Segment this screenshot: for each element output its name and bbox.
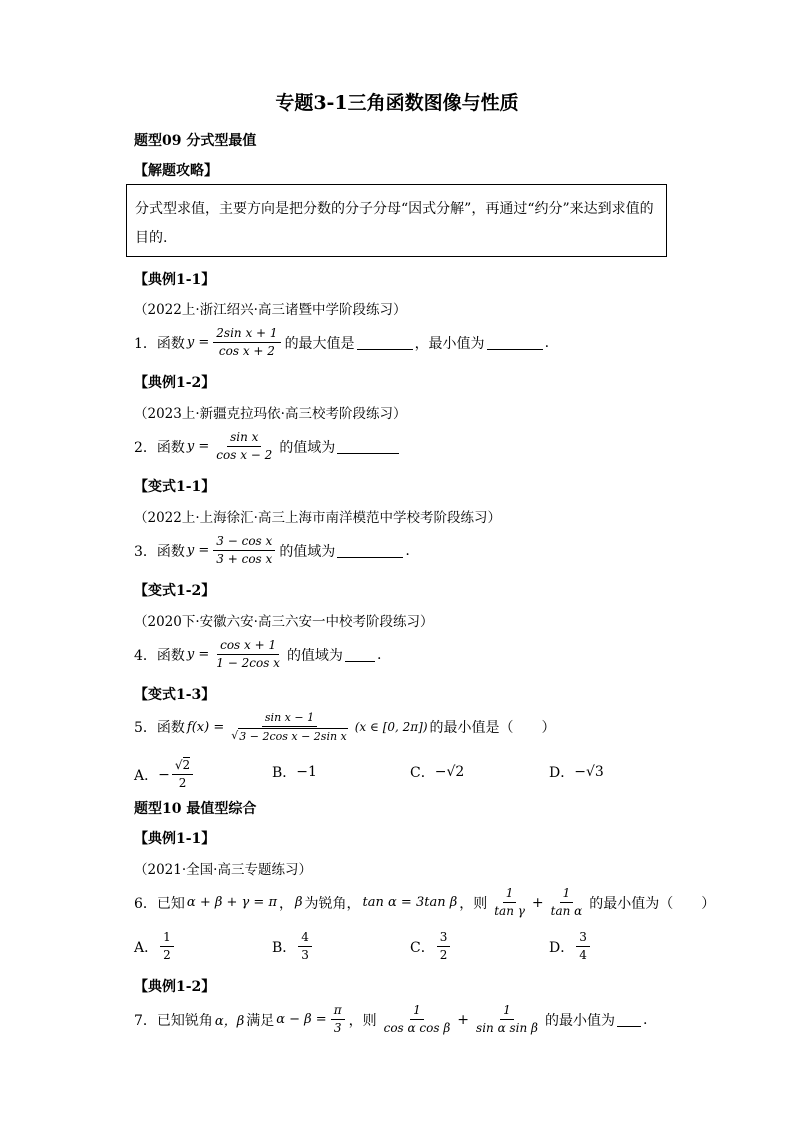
fraction-numerator: 3 <box>437 930 451 947</box>
question-text: 为锐角， <box>304 895 361 912</box>
fraction-numerator: cos x + 1 <box>217 638 279 655</box>
question-6 <box>134 886 715 919</box>
option-fraction <box>172 758 193 791</box>
option-a[interactable] <box>134 758 195 791</box>
answer-blank[interactable] <box>617 1012 641 1027</box>
answer-blank[interactable] <box>337 543 403 558</box>
fraction <box>491 886 528 919</box>
math-lhs: y = <box>186 335 210 350</box>
question-number: 5．函数 <box>134 720 185 736</box>
answer-blank[interactable] <box>487 335 543 350</box>
fraction-denominator: sin α sin β <box>476 1021 538 1035</box>
minus-sign: − <box>158 766 170 783</box>
fraction <box>213 326 280 359</box>
option-label: C． <box>410 939 435 956</box>
option-fraction <box>437 930 451 963</box>
fraction <box>213 534 275 567</box>
fraction-denominator: 2 <box>439 948 448 962</box>
question-number: 6．已知 <box>134 895 185 912</box>
fraction-denominator: 3 <box>301 948 309 962</box>
question-number: 2．函数 <box>134 439 185 456</box>
question-text: 的值域为 <box>286 647 343 664</box>
fraction-numerator: 3 − cos x <box>213 534 275 551</box>
option-c[interactable] <box>410 930 452 963</box>
question-text: 的最小值为 <box>544 1012 615 1029</box>
fraction-denominator: tan γ <box>494 904 525 918</box>
section-heading-10: 题型10 最值型综合 <box>134 801 257 817</box>
fraction <box>213 430 275 463</box>
option-label: D． <box>549 765 575 781</box>
math-condition: α − β = <box>276 1012 327 1027</box>
question-text: 的最小值是（ ） <box>429 720 556 736</box>
question-source-3: （2022上·上海徐汇·高三上海市南洋模范中学校考阶段练习） <box>134 510 501 526</box>
tips-heading: 【解题攻略】 <box>134 163 218 179</box>
option-label: D． <box>549 939 575 956</box>
fraction-denominator: 2 <box>163 948 171 962</box>
question-source-1: （2022上·浙江绍兴·高三诸暨中学阶段练习） <box>134 302 407 318</box>
option-fraction <box>160 930 174 963</box>
answer-blank[interactable] <box>345 647 375 662</box>
tips-box <box>126 184 667 257</box>
question-end: . <box>405 542 410 559</box>
example-tag-5: 【变式1-3】 <box>134 687 216 703</box>
option-fraction <box>576 930 590 963</box>
option-c[interactable] <box>410 762 464 782</box>
question-source-4: （2020下·安徽六安·高三六安一中校考阶段练习） <box>134 614 434 630</box>
fraction-denominator: cos x + 2 <box>218 344 275 358</box>
option-d[interactable] <box>549 930 592 963</box>
answer-blank[interactable] <box>357 335 413 350</box>
option-b[interactable] <box>272 930 314 963</box>
question-text: ，则 <box>348 1012 377 1029</box>
plus-sign: + <box>531 894 544 911</box>
option-value: −√2 <box>434 764 465 780</box>
fraction <box>213 638 283 671</box>
example-tag-1: 【典例1-1】 <box>134 272 216 288</box>
math-vars: α，β <box>214 1014 245 1029</box>
plus-sign: + <box>457 1011 470 1028</box>
fraction-numerator: 3 <box>576 930 590 947</box>
domain: (x ∈ [0, 2π]) <box>354 720 428 734</box>
question-end: . <box>544 334 550 351</box>
math-lhs: y = <box>186 439 210 454</box>
fraction-numerator: π <box>331 1003 345 1020</box>
math-lhs: y = <box>186 647 210 662</box>
question-text: 的最大值是 <box>284 335 355 352</box>
fraction-denominator: tan α <box>550 904 583 918</box>
option-value: −1 <box>296 764 317 780</box>
question-number: 3．函数 <box>134 543 185 560</box>
example-tag-2: 【典例1-2】 <box>134 375 216 391</box>
option-d[interactable] <box>549 762 604 782</box>
sqrt-radicand: 3 − 2cos x − 2sin x <box>239 730 347 743</box>
question-end: . <box>642 1011 648 1028</box>
fraction-numerator: 4 <box>298 930 312 947</box>
option-label: A． <box>134 767 159 784</box>
option-fraction <box>298 930 312 963</box>
math-beta: β <box>295 895 303 910</box>
example-tag-7: 【典例1-2】 <box>134 979 216 995</box>
question-text: 满足 <box>246 1012 275 1029</box>
question-4 <box>134 638 381 671</box>
fraction-numerator: sin x − 1 <box>262 710 317 727</box>
tips-text: 分式型求值，主要方向是把分数的分子分母“因式分解”，再通过“约分”来达到求值的目的. <box>135 201 654 246</box>
question-number: 4．函数 <box>134 647 185 664</box>
fraction-numerator: 1 <box>160 930 174 947</box>
question-text: 的值域为 <box>279 543 336 560</box>
fraction-denominator: 1 − 2cos x <box>216 656 280 670</box>
fraction-denominator: 3 <box>333 1021 342 1035</box>
question-text: ，最小值为 <box>414 335 485 352</box>
fraction-numerator: sin x <box>227 430 261 447</box>
fraction-numerator: 1 <box>560 886 574 903</box>
question-5 <box>134 710 556 744</box>
question-text: 的值域为 <box>279 439 336 456</box>
fraction <box>331 1003 345 1036</box>
option-b[interactable] <box>272 762 317 782</box>
example-tag-6: 【典例1-1】 <box>134 831 216 847</box>
question-text: ，则 <box>459 895 488 912</box>
option-a[interactable] <box>134 930 176 963</box>
option-value: −√3 <box>574 764 604 780</box>
question-source-6: （2021·全国·高三专题练习） <box>134 862 312 878</box>
fraction-denominator: 2 <box>178 776 187 790</box>
fraction-denominator: cos x − 2 <box>216 448 273 462</box>
question-source-2: （2023上·新疆克拉玛依·高三校考阶段练习） <box>134 406 407 422</box>
question-2 <box>134 430 399 463</box>
fraction <box>548 886 586 919</box>
math-condition-2: tan α = 3tan β <box>362 895 458 910</box>
question-text: 的最小值为（ ） <box>589 895 716 912</box>
fraction <box>381 1003 454 1036</box>
fraction <box>473 1003 541 1036</box>
question-3 <box>134 534 410 567</box>
fraction <box>228 710 351 744</box>
answer-blank[interactable] <box>337 439 399 454</box>
fraction-numerator: 1 <box>500 1003 514 1020</box>
math-lhs: y = <box>186 543 210 558</box>
fraction-numerator: √2 <box>172 758 193 775</box>
fraction-denominator: 4 <box>579 948 587 962</box>
fraction-numerator: 1 <box>410 1003 424 1020</box>
example-tag-4: 【变式1-2】 <box>134 583 216 599</box>
option-label: B． <box>272 765 297 781</box>
option-label: B． <box>272 939 297 956</box>
question-number: 1．函数 <box>134 335 185 352</box>
math-lhs: f(x) = <box>186 719 225 735</box>
fraction-denominator: cos α cos β <box>383 1021 451 1035</box>
sqrt-sign: √ <box>231 729 239 742</box>
section-heading-09: 题型09 分式型最值 <box>134 133 257 149</box>
option-label: C． <box>410 765 435 781</box>
page-title: 专题3-1三角函数图像与性质 <box>275 92 519 114</box>
question-7 <box>134 1003 647 1036</box>
example-tag-3: 【变式1-1】 <box>134 479 216 495</box>
question-text: ， <box>279 895 294 912</box>
fraction-denominator: 3 + cos x <box>216 552 273 566</box>
question-1 <box>134 326 549 359</box>
fraction-numerator: 2sin x + 1 <box>213 326 280 343</box>
option-label: A． <box>134 939 159 956</box>
question-number: 7．已知锐角 <box>134 1012 213 1029</box>
fraction-numerator: 1 <box>503 886 517 903</box>
fraction-denominator <box>228 727 351 744</box>
math-condition: α + β + γ = π <box>186 895 278 910</box>
question-end: . <box>376 646 382 663</box>
